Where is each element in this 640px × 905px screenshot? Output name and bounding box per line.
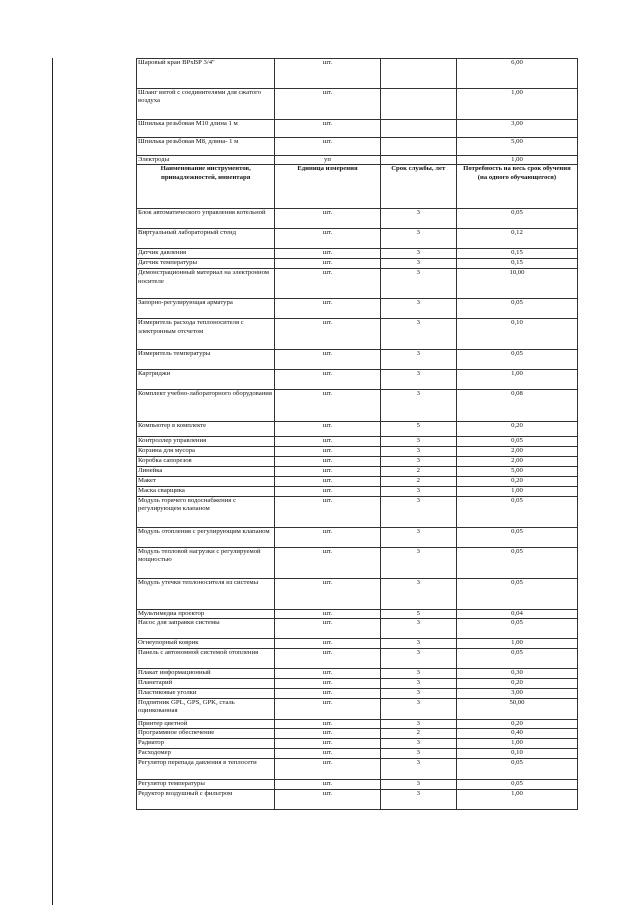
cell-unit: шт. [275, 138, 380, 156]
header-unit: Единица измерения [275, 165, 380, 209]
cell-unit: шт. [275, 678, 380, 688]
cell-unit: шт. [275, 729, 380, 739]
cell-need: 1,00 [456, 638, 577, 648]
table-row [137, 609, 578, 618]
cell-unit: шт. [275, 618, 380, 638]
cell-unit: шт. [275, 547, 380, 578]
cell-name: Огнеупорный коврик [137, 638, 275, 648]
table-row [137, 269, 578, 299]
table-row [137, 299, 578, 319]
cell-unit: шт. [275, 527, 380, 547]
cell-need: 3,00 [456, 688, 577, 698]
table-row [137, 648, 578, 668]
cell-name: Запорно-регулирующая арматура [137, 299, 275, 319]
cell-name: Шпилька резьбовая М8, длина- 1 м [137, 138, 275, 156]
cell-life: 3 [380, 259, 456, 269]
cell-need: 10,00 [456, 269, 577, 299]
cell-unit: шт. [275, 120, 380, 138]
cell-life: 3 [380, 319, 456, 350]
cell-name: Модуль утечки теплоносителя из системы [137, 578, 275, 609]
table-row [137, 527, 578, 547]
cell-unit: шт. [275, 229, 380, 249]
cell-life: 3 [380, 648, 456, 668]
cell-unit: шт. [275, 370, 380, 390]
cell-name: Насос для заправки системы [137, 618, 275, 638]
cell-need: 0,05 [456, 496, 577, 527]
cell-need: 0,05 [456, 350, 577, 370]
cell-name: Модуль тепловой нагрузки с регулируемой мощностью [137, 547, 275, 578]
cell-life: 3 [380, 229, 456, 249]
cell-life: 2 [380, 729, 456, 739]
cell-unit: шт. [275, 59, 380, 89]
table-row [137, 790, 578, 810]
table-row [137, 486, 578, 496]
cell-unit: шт. [275, 466, 380, 476]
cell-need: 0,05 [456, 299, 577, 319]
cell-life: 3 [380, 749, 456, 759]
cell-unit: шт. [275, 648, 380, 668]
cell-life: 5 [380, 422, 456, 437]
cell-name: Регулятор температуры [137, 780, 275, 790]
cell-life: 3 [380, 688, 456, 698]
cell-life: 3 [380, 496, 456, 527]
cell-life: 3 [380, 390, 456, 422]
cell-need: 0,40 [456, 729, 577, 739]
cell-unit: шт. [275, 719, 380, 728]
header-need: Потребность на весь срок обучения (на одного обучающегося) [456, 165, 577, 209]
cell-life: 3 [380, 668, 456, 678]
table-row [137, 89, 578, 120]
cell-need: 1,00 [456, 370, 577, 390]
cell-need: 1,00 [456, 89, 577, 120]
cell-name: Маска сварщика [137, 486, 275, 496]
cell-unit: шт. [275, 780, 380, 790]
cell-unit: шт. [275, 578, 380, 609]
table-header-row [137, 165, 578, 209]
cell-life [380, 138, 456, 156]
table-row [137, 259, 578, 269]
cell-name: Измеритель расхода теплоносителя с электронным отсчетом [137, 319, 275, 350]
cell-need: 0,30 [456, 668, 577, 678]
cell-name: Модуль отопления с регулирующим клапаном [137, 527, 275, 547]
table-row [137, 578, 578, 609]
cell-need: 0,05 [456, 437, 577, 446]
table-row [137, 456, 578, 466]
cell-name: Планетарий [137, 678, 275, 688]
cell-name: Принтер цветной [137, 719, 275, 728]
cell-name: Панель с автономной системой отопления [137, 648, 275, 668]
cell-need: 2,00 [456, 456, 577, 466]
cell-name: Измеритель температуры [137, 350, 275, 370]
cell-life [380, 156, 456, 165]
cell-life [380, 59, 456, 89]
cell-unit: шт. [275, 446, 380, 456]
table-row [137, 719, 578, 728]
header-life: Срок службы, лет [380, 165, 456, 209]
cell-name: Коробка сапорезов [137, 456, 275, 466]
cell-life [380, 89, 456, 120]
cell-life: 3 [380, 269, 456, 299]
cell-need: 1,00 [456, 739, 577, 749]
cell-name: Линейка [137, 466, 275, 476]
cell-life: 3 [380, 578, 456, 609]
cell-unit: шт. [275, 739, 380, 749]
table-row [137, 739, 578, 749]
cell-name: Виртуальный лабораторный стенд [137, 229, 275, 249]
table-row [137, 350, 578, 370]
table-body-before-header [137, 59, 578, 165]
cell-unit: шт. [275, 350, 380, 370]
table-row [137, 370, 578, 390]
cell-unit: шт. [275, 259, 380, 269]
table-row [137, 120, 578, 138]
cell-need: 0,20 [456, 422, 577, 437]
cell-unit: шт. [275, 269, 380, 299]
header-name: Наименование инструментов, принадлежностей, инвентаря [137, 165, 275, 209]
cell-unit: шт. [275, 486, 380, 496]
cell-life: 3 [380, 249, 456, 259]
cell-name: Подпятник GPL, GPS, GPK, сталь оцинкованная [137, 698, 275, 719]
cell-need: 0,05 [456, 648, 577, 668]
cell-name: Радиатор [137, 739, 275, 749]
cell-need: 50,00 [456, 698, 577, 719]
cell-unit: шт. [275, 749, 380, 759]
table-body-after-header [137, 209, 578, 810]
cell-name: Макет [137, 476, 275, 486]
table-row [137, 422, 578, 437]
cell-life: 3 [380, 790, 456, 810]
table-row [137, 547, 578, 578]
cell-name: Электроды [137, 156, 275, 165]
table-row [137, 437, 578, 446]
cell-life [380, 120, 456, 138]
cell-unit: шт. [275, 638, 380, 648]
table-row [137, 678, 578, 688]
table-row [137, 446, 578, 456]
cell-need: 0,05 [456, 618, 577, 638]
cell-need: 5,00 [456, 138, 577, 156]
cell-name: Шаровый кран ВРхВР 3/4" [137, 59, 275, 89]
cell-need: 1,00 [456, 486, 577, 496]
cell-unit: шт. [275, 422, 380, 437]
table-row [137, 618, 578, 638]
table-row [137, 138, 578, 156]
cell-name: Редуктор воздушный с фильтром [137, 790, 275, 810]
cell-life: 2 [380, 466, 456, 476]
cell-life: 3 [380, 780, 456, 790]
cell-life: 3 [380, 456, 456, 466]
cell-life: 2 [380, 476, 456, 486]
cell-unit: шт. [275, 319, 380, 350]
cell-name: Шланг витой с соединителями для сжатого воздуха [137, 89, 275, 120]
table-row [137, 59, 578, 89]
table-row [137, 319, 578, 350]
cell-need: 0,05 [456, 578, 577, 609]
cell-life: 3 [380, 350, 456, 370]
cell-name: Пластиковые уголки [137, 688, 275, 698]
cell-name: Расходомер [137, 749, 275, 759]
cell-life: 3 [380, 370, 456, 390]
cell-need: 0,10 [456, 749, 577, 759]
cell-name: Программное обеспечение [137, 729, 275, 739]
cell-need: 0,12 [456, 229, 577, 249]
table-row [137, 156, 578, 165]
cell-need: 6,00 [456, 59, 577, 89]
cell-need: 0,20 [456, 678, 577, 688]
cell-unit: шт. [275, 437, 380, 446]
table-row [137, 749, 578, 759]
cell-need: 1,00 [456, 156, 577, 165]
cell-life: 3 [380, 209, 456, 229]
cell-life: 3 [380, 759, 456, 780]
cell-life: 3 [380, 299, 456, 319]
cell-life: 3 [380, 678, 456, 688]
table-row [137, 698, 578, 719]
cell-need: 0,05 [456, 780, 577, 790]
cell-unit: шт. [275, 688, 380, 698]
cell-name: Плакат информационный [137, 668, 275, 678]
cell-unit: шт. [275, 299, 380, 319]
equipment-table [136, 58, 578, 810]
cell-need: 0,04 [456, 609, 577, 618]
table-row [137, 390, 578, 422]
table-row [137, 249, 578, 259]
table-header-group [137, 165, 578, 209]
table-row [137, 209, 578, 229]
cell-need: 0,20 [456, 719, 577, 728]
table-row [137, 759, 578, 780]
cell-unit: шт. [275, 89, 380, 120]
cell-name: Корзина для мусора [137, 446, 275, 456]
cell-unit: шт. [275, 476, 380, 486]
cell-name: Контроллер управления [137, 437, 275, 446]
cell-need: 3,00 [456, 120, 577, 138]
table-row [137, 638, 578, 648]
cell-life: 5 [380, 609, 456, 618]
cell-name: Шпилька резьбовая М10 длина 1 м [137, 120, 275, 138]
cell-name: Модуль горячего водоснабжения с регулирующем клапаном [137, 496, 275, 527]
cell-life: 3 [380, 486, 456, 496]
cell-unit: шт. [275, 456, 380, 466]
cell-name: Картриджи [137, 370, 275, 390]
cell-unit: шт. [275, 390, 380, 422]
cell-need: 2,00 [456, 446, 577, 456]
cell-need: 0,05 [456, 209, 577, 229]
cell-name: Блок автоматического управления котельной [137, 209, 275, 229]
cell-unit: шт. [275, 759, 380, 780]
cell-name: Мультимедиа проектор [137, 609, 275, 618]
cell-life: 3 [380, 638, 456, 648]
cell-life: 3 [380, 739, 456, 749]
cell-life: 3 [380, 719, 456, 728]
cell-need: 1,00 [456, 790, 577, 810]
cell-name: Датчик температуры [137, 259, 275, 269]
table-row [137, 668, 578, 678]
cell-need: 0,10 [456, 319, 577, 350]
cell-need: 0,20 [456, 476, 577, 486]
cell-name: Датчик давления [137, 249, 275, 259]
cell-unit: шт. [275, 209, 380, 229]
cell-name: Регулятор перепада давления в теплосети [137, 759, 275, 780]
cell-need: 0,08 [456, 390, 577, 422]
cell-unit: шт. [275, 609, 380, 618]
cell-need: 0,15 [456, 259, 577, 269]
cell-need: 0,05 [456, 527, 577, 547]
table-row [137, 729, 578, 739]
cell-unit: шт. [275, 496, 380, 527]
table-row [137, 476, 578, 486]
table-row [137, 466, 578, 476]
cell-life: 3 [380, 437, 456, 446]
cell-need: 5,00 [456, 466, 577, 476]
cell-need: 0,05 [456, 759, 577, 780]
table-row [137, 780, 578, 790]
left-margin-rule [52, 58, 53, 905]
table-row [137, 229, 578, 249]
cell-unit: шт. [275, 249, 380, 259]
table-row [137, 496, 578, 527]
cell-unit: шт. [275, 698, 380, 719]
cell-unit: шт. [275, 790, 380, 810]
cell-need: 0,15 [456, 249, 577, 259]
cell-unit: уп [275, 156, 380, 165]
cell-name: Компьютер в комплекте [137, 422, 275, 437]
cell-unit: шт. [275, 668, 380, 678]
cell-life: 3 [380, 618, 456, 638]
cell-life: 3 [380, 446, 456, 456]
cell-name: Комплект учебно-лабораторного оборудования [137, 390, 275, 422]
cell-name: Демонстрационный материал на электронном носителе [137, 269, 275, 299]
table-row [137, 688, 578, 698]
cell-need: 0,05 [456, 547, 577, 578]
cell-life: 3 [380, 527, 456, 547]
cell-life: 3 [380, 698, 456, 719]
cell-life: 3 [380, 547, 456, 578]
